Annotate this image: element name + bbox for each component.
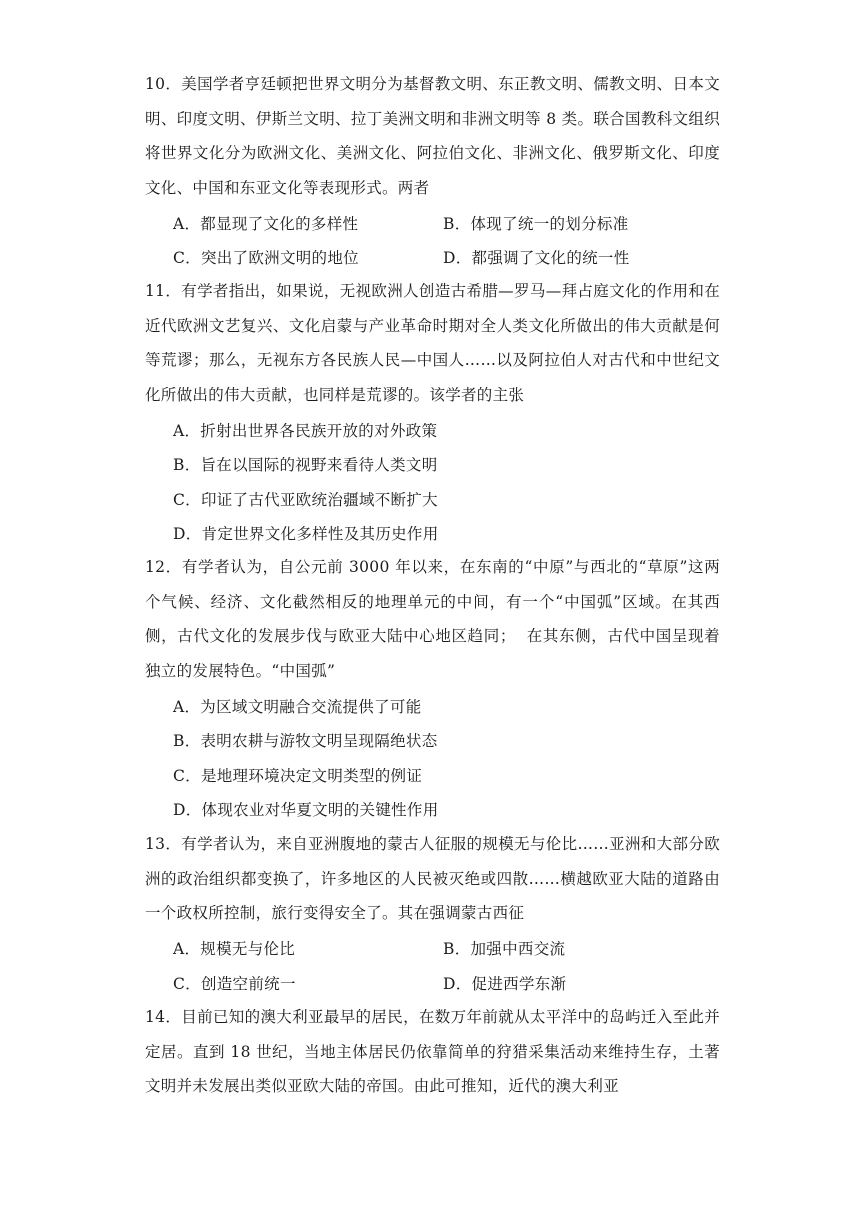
options	[145, 931, 720, 1000]
option-c[interactable]: C．突出了欧洲文明的地位	[173, 249, 359, 268]
question-14	[145, 1000, 720, 1104]
option-a[interactable]: A．都显现了文化的多样性	[173, 214, 359, 233]
option-d[interactable]: D．肯定世界文化多样性及其历史作用	[173, 525, 439, 544]
question-stem: 10．美国学者亨廷顿把世界文明分为基督教文明、东正教文明、儒教文明、日本文明、印度文明、伊斯兰文明、拉丁美洲文明和非洲文明等 8 类。联合国教科文组织将世界文化分为欧洲文化、美洲文化、阿拉伯文化、非洲文化、俄罗斯文化、印度文化、中国和东亚文化等表现形式。两者	[145, 75, 720, 197]
question-stem: 13．有学者认为，来自亚洲腹地的蒙古人征服的规模无与伦比……亚洲和大部分欧洲的政治组织都变换了，许多地区的人民被灭绝或四散……横越欧亚大陆的道路由一个政权所控制，旅行变得安全了。其在强调蒙古西征	[145, 835, 720, 923]
option-b[interactable]: B．旨在以国际的视野来看待人类文明	[173, 456, 438, 475]
question-stem: 11．有学者指出，如果说，无视欧洲人创造古希腊—罗马—拜占庭文化的作用和在近代欧洲文艺复兴、文化启蒙与产业革命时期对全人类文化所做出的伟大贡献是何等荒谬；那么，无视东方各民族人民—中国人……以及阿拉伯人对古代和中世纪文化所做出的伟大贡献，也同样是荒谬的。该学者的主张	[145, 282, 720, 404]
option-b[interactable]: B．体现了统一的划分标准	[443, 214, 629, 233]
question-11	[145, 274, 720, 551]
option-a[interactable]: A．折射出世界各民族开放的对外政策	[173, 421, 438, 440]
option-c[interactable]: C．是地理环境决定文明类型的例证	[173, 766, 423, 785]
question-stem: 14．目前已知的澳大利亚最早的居民，在数万年前就从太平洋中的岛屿迁入至此并定居。直到 18 世纪，当地主体居民仍依靠简单的狩猎采集活动来维持生存，土著文明并未发展出类似亚欧大陆的帝国。由此可推知，近代的澳大利亚	[145, 1008, 720, 1096]
question-12	[145, 550, 720, 827]
options	[145, 688, 720, 826]
options	[145, 412, 720, 550]
option-d[interactable]: D．体现农业对华夏文明的关键性作用	[173, 801, 439, 820]
options	[145, 205, 720, 274]
option-a[interactable]: A．为区域文明融合交流提供了可能	[173, 697, 422, 716]
question-10	[145, 67, 720, 275]
question-13	[145, 827, 720, 1000]
option-c[interactable]: C．创造空前统一	[173, 974, 296, 993]
option-c[interactable]: C．印证了古代亚欧统治疆域不断扩大	[173, 490, 438, 509]
option-a[interactable]: A．规模无与伦比	[173, 940, 296, 959]
question-stem: 12．有学者认为，自公元前 3000 年以来，在东南的“中原”与西北的“草原”这两个气候、经济、文化截然相反的地理单元的中间，有一个“中国弧”区域。在其西侧，古代文化的发展步伐与欧亚大陆中心地区趋同； 在其东侧，古代中国呈现着独立的发展特色。“中国弧”	[145, 558, 720, 680]
option-b[interactable]: B．表明农耕与游牧文明呈现隔绝状态	[173, 732, 438, 751]
option-b[interactable]: B．加强中西交流	[443, 940, 566, 959]
option-d[interactable]: D．促进西学东渐	[443, 974, 567, 993]
option-d[interactable]: D．都强调了文化的统一性	[443, 249, 630, 268]
